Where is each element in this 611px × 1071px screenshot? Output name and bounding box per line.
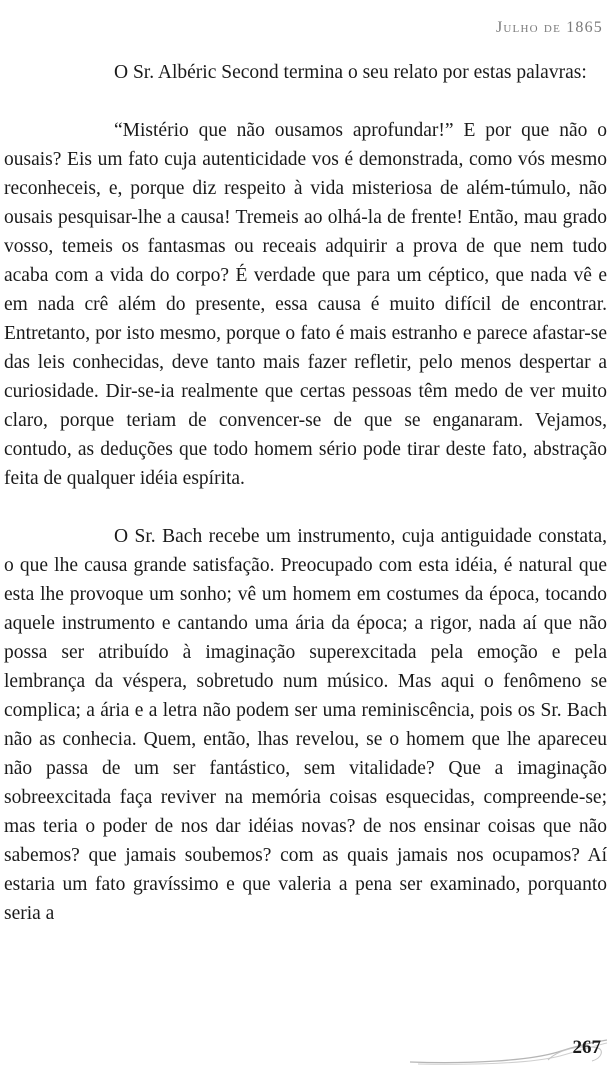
body-text — [4, 58, 607, 928]
paragraph-bach-analysis: O Sr. Bach recebe um instrumento, cuja antiguidade constata, o que lhe causa grande satisfação. Preocupado com esta idéia, é natural que esta lhe provoque um sonho; vê um homem em costumes da época, tocando aquele instrumento e cantando uma ária da época; a rigor, nada aí que não possa ser atribuído à imaginação superexcitada pela emoção e pela lembrança da véspera, sobretudo num músico. Mas aqui o fenômeno se complica; a ária e a letra não podem ser uma reminiscência, pois os Sr. Bach não as conhecia. Quem, então, lhas revelou, se o homem que lhe apareceu não passa de um ser fantástico, sem vitalidade? Que a imaginação sobreexcitada faça reviver na memória coisas esquecidas, compreende-se; mas teria o poder de nos dar idéias novas? de nos ensinar coisas que não sabemos? que jamais soubemos? com as quais jamais nos ocupamos? Aí estaria um fato gravíssimo e que valeria a pena ser examinado, porquanto seria a — [4, 526, 607, 924]
paragraph-quote-commentary: “Mistério que não ousamos aprofundar!” E por que não o ousais? Eis um fato cuja autenticidade vos é demonstrada, como vós mesmo reconheceis, e, porque diz respeito à vida misteriosa de além-túmulo, não ousais pesquisar-lhe a causa! Tremeis ao olhá-la de frente! Então, mau grado vosso, temeis os fantasmas ou receais adquirir a prova de que nem tudo acaba com a vida do corpo? É verdade que para um céptico, que nada vê e em nada crê além do presente, essa causa é muito difícil de encontrar. Entretanto, por isto mesmo, porque o fato é mais estranho e parece afastar-se das leis conhecidas, deve tanto mais fazer refletir, pelo menos despertar a curiosidade. Dir-se-ia realmente que certas pessoas têm medo de ver muito claro, porque teriam de convencer-se de que se enganaram. Vejamos, contudo, as deduções que todo homem sério pode tirar deste fato, abstração feita de qualquer idéia espírita. — [4, 120, 607, 489]
page-number: 267 — [572, 1037, 601, 1058]
paragraph-intro: O Sr. Albéric Second termina o seu relato por estas palavras: — [114, 62, 587, 83]
running-header-title: Julho de 1865 — [495, 19, 603, 36]
